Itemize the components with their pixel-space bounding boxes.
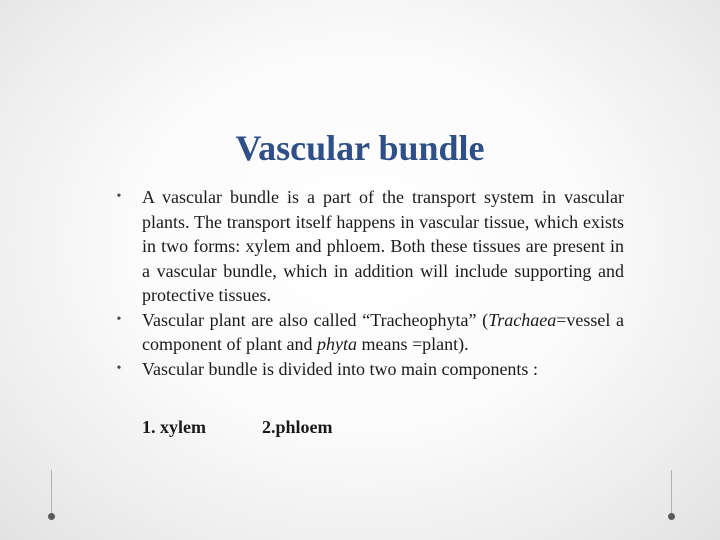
bullet-text-part: =vessel a component of plant and — [142, 309, 624, 354]
right-corner-dot-icon — [668, 513, 675, 520]
bullet-icon: • — [116, 311, 122, 327]
bullet-list — [110, 185, 624, 381]
bullet-icon: • — [116, 189, 122, 204]
left-decor-line — [51, 470, 52, 514]
bullet-text: Vascular bundle is divided into two main components : — [142, 358, 538, 379]
bullet-text — [142, 310, 624, 355]
bullet-item — [110, 357, 624, 382]
right-decor-line — [671, 470, 672, 514]
left-corner-dot-icon — [48, 513, 55, 520]
component-phloem: 2.phloem — [261, 417, 333, 437]
bullet-text-part: Vascular plant are also called “Tracheophyta” ( — [142, 309, 489, 330]
bullet-text-part: means =plant). — [356, 334, 469, 354]
bullet-text: A vascular bundle is a part of the transport system in vascular plants. The transport itself happens in vascular tissue, which exists in two forms: xylem and phloem. Both these tissues are present in a vascular bundle, which in addition will include supporting and protective tissues. — [142, 187, 624, 305]
components-line — [142, 415, 333, 439]
bullet-item — [110, 185, 624, 308]
component-xylem: 1. xylem — [142, 417, 206, 437]
slide-title: Vascular bundle — [235, 128, 485, 168]
bullet-text-italic: phyta — [316, 334, 357, 354]
bullet-text-italic: Trachaea — [488, 309, 557, 330]
bullet-icon: • — [116, 360, 122, 376]
bullet-item — [110, 308, 624, 357]
